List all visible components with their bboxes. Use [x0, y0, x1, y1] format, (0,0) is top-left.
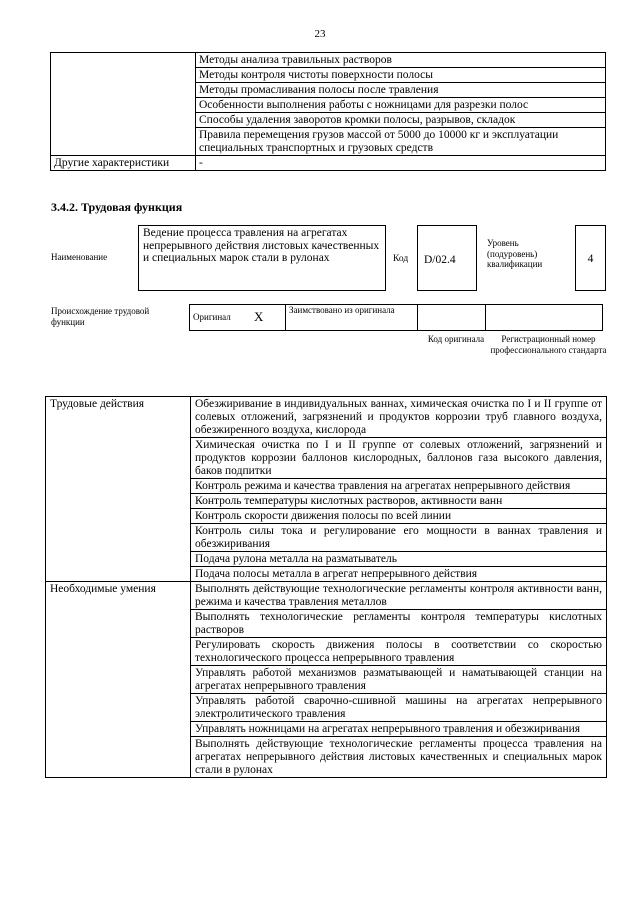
- function-details-table: [45, 396, 607, 778]
- table-cell: Методы контроля чистоты поверхности полосы: [196, 68, 606, 83]
- table-cell: Методы промасливания полосы после травления: [196, 83, 606, 98]
- other-characteristics-label: Другие характеристики: [51, 156, 196, 171]
- table-cell: Выполнять действующие технологические регламенты процесса травления на агрегатах непрерывного действия листовых качественных и специальных марок стали в рулонах: [191, 737, 607, 778]
- section-heading: 3.4.2. Трудовая функция: [51, 200, 183, 214]
- reg-number-cell: [486, 305, 603, 331]
- table-cell: Управлять работой механизмов разматывающей и наматывающей станции на агрегатах непрерывного травления: [191, 666, 607, 694]
- table-cell: Правила перемещения грузов массой от 5000 до 10000 кг и эксплуатации специальных транспортных и грузовых средств: [196, 128, 606, 156]
- table-cell: Особенности выполнения работы с ножницами для разрезки полос: [196, 98, 606, 113]
- level-label: Уровень (подуровень) квалификации: [487, 238, 543, 269]
- table-row: [46, 397, 607, 438]
- page-number: 23: [314, 28, 326, 40]
- code-original-label: Код оригинала: [427, 334, 485, 344]
- table-cell: Химическая очистка по I и II группе от солевых отложений, загрязнений и продуктов коррозии баллонов кислородных, баллонов газа высокого давления, баков подпитки: [191, 438, 607, 479]
- table-cell: Способы удаления заворотов кромки полосы, разрывов, складок: [196, 113, 606, 128]
- table-row: [51, 156, 606, 171]
- code-label: Код: [393, 254, 409, 264]
- origin-label: Происхождение трудовой функции: [51, 306, 150, 327]
- table-cell-empty: [51, 53, 196, 156]
- name-label: Наименование: [51, 252, 108, 262]
- table-cell: Обезжиривание в индивидуальных ваннах, химическая очистка по I и II группе от солевых отложений, загрязнений и продуктов коррозии труб главного воздуха, обезжиренного воздуха, кислорода: [191, 397, 607, 438]
- table-cell: Выполнять действующие технологические регламенты контроля активности ванн, режима и качества травления металлов: [191, 582, 607, 610]
- skills-label: Необходимые умения: [46, 582, 191, 778]
- original-label: Оригинал: [190, 305, 252, 331]
- table-cell: Выполнять технологические регламенты контроля температуры кислотных растворов: [191, 610, 607, 638]
- table-row: [46, 582, 607, 610]
- table-cell: Методы анализа травильных растворов: [196, 53, 606, 68]
- original-mark: X: [251, 305, 286, 331]
- code-box: D/02.4: [417, 225, 477, 291]
- table-cell: Управлять ножницами на агрегатах непрерывного травления и обезжиривания: [191, 722, 607, 737]
- table-row: [51, 53, 606, 68]
- table-cell: Подача полосы металла в агрегат непрерывного действия: [191, 567, 607, 582]
- reg-number-label: Регистрационный номер профессионального стандарта: [490, 334, 607, 355]
- table-row: [190, 305, 603, 331]
- labor-actions-label: Трудовые действия: [46, 397, 191, 582]
- origin-table: [189, 304, 603, 331]
- table-cell: Регулировать скорость движения полосы в соответствии со скоростью технологического процесса непрерывного травления: [191, 638, 607, 666]
- knowledge-table: [50, 52, 606, 171]
- table-cell: Контроль силы тока и регулирование его мощности в ваннах травления и обезжиривания: [191, 524, 607, 552]
- table-cell: Контроль скорости движения полосы по всей линии: [191, 509, 607, 524]
- table-cell: Подача рулона металла на разматыватель: [191, 552, 607, 567]
- table-cell: Контроль температуры кислотных растворов, активности ванн: [191, 494, 607, 509]
- table-cell: Управлять работой сварочно-сшивной машины на агрегатах непрерывного электролитического травления: [191, 694, 607, 722]
- level-box: 4: [575, 225, 606, 291]
- table-cell: Контроль режима и качества травления на агрегатах непрерывного действия: [191, 479, 607, 494]
- code-original-cell: [418, 305, 486, 331]
- other-characteristics-value: -: [196, 156, 606, 171]
- borrowed-label: Заимствовано из оригинала: [286, 305, 418, 331]
- function-name-box: Ведение процесса травления на агрегатах непрерывного действия листовых качественных и специальных марок стали в рулонах: [138, 225, 386, 291]
